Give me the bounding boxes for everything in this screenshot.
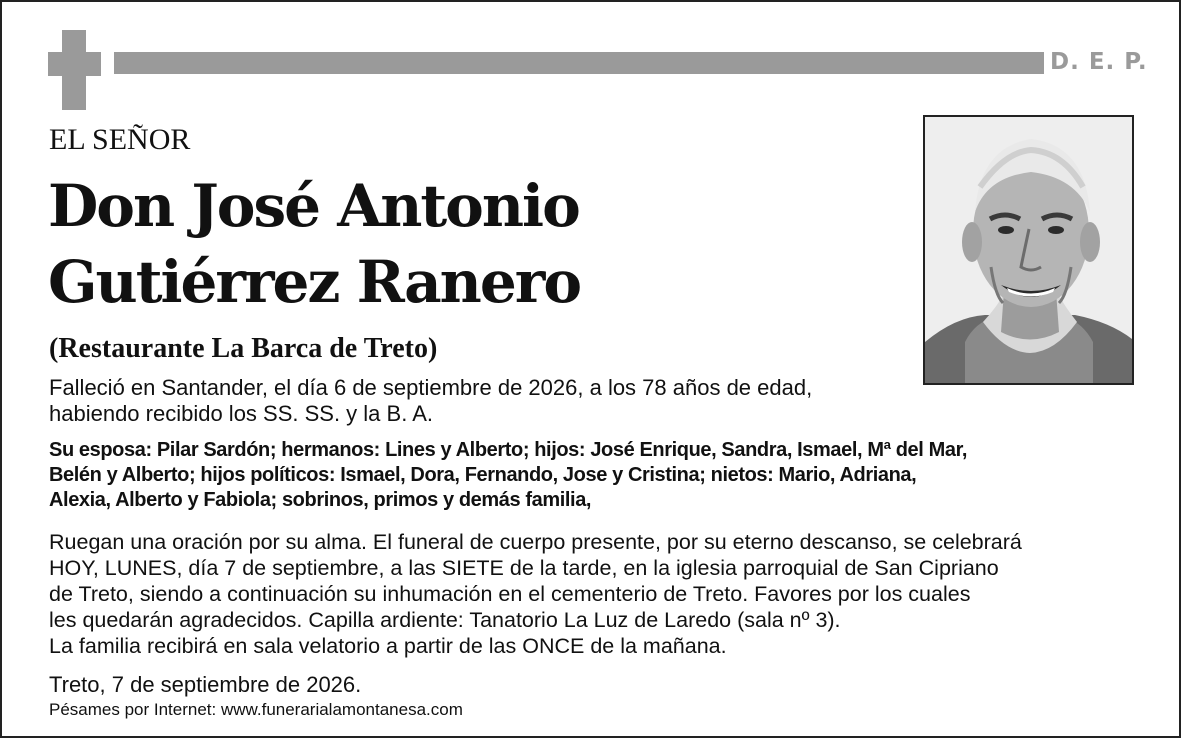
text-line: HOY, LUNES, día 7 de septiembre, a las SIETE de la tarde, en la iglesia parroquial de San Cipriano [49, 556, 999, 580]
text-line: les quedarán agradecidos. Capilla ardiente: Tanatorio La Luz de Laredo (sala nº 3). [49, 608, 841, 632]
text-line: La familia recibirá en sala velatorio a partir de las ONCE de la mañana. [49, 634, 727, 658]
funeral-details [49, 529, 1022, 659]
condolences-link-text: Pésames por Internet: www.funerarialamontanesa.com [49, 700, 463, 719]
honorific-prefix: EL SEÑOR [49, 123, 191, 156]
cross-horizontal-bar [48, 52, 101, 76]
family-list [49, 438, 967, 513]
deceased-name [48, 168, 580, 320]
name-line-2: Gutiérrez Ranero [48, 248, 580, 316]
text-line: Su esposa: Pilar Sardón; hermanos: Lines y Alberto; hijos: José Enrique, Sandra, Ismael, Mª del Mar, [49, 439, 968, 461]
text-line: Ruegan una oración por su alma. El funeral de cuerpo presente, por su eterno descanso, se celebrará [49, 530, 1022, 554]
name-line-1: Don José Antonio [48, 172, 579, 240]
text-line: de Treto, siendo a continuación su inhumación en el cementerio de Treto. Favores por los cuales [49, 582, 971, 606]
text-line: Falleció en Santander, el día 6 de septiembre de 2026, a los 78 años de edad, [49, 375, 813, 400]
portrait-illustration [925, 117, 1132, 383]
dep-tag: D. E. P. [1050, 49, 1148, 75]
text-line: habiendo recibido los SS. SS. y la B. A. [49, 401, 434, 426]
death-announcement [49, 375, 812, 427]
header-rule [114, 52, 1044, 74]
dateline: Treto, 7 de septiembre de 2026. [49, 672, 362, 697]
deceased-subtitle: (Restaurante La Barca de Treto) [49, 333, 438, 364]
text-line: Alexia, Alberto y Fabiola; sobrinos, primos y demás familia, [49, 489, 592, 511]
portrait-photo [923, 115, 1134, 385]
text-line: Belén y Alberto; hijos políticos: Ismael, Dora, Fernando, Jose y Cristina; nietos: Mario, Adriana, [49, 464, 917, 486]
